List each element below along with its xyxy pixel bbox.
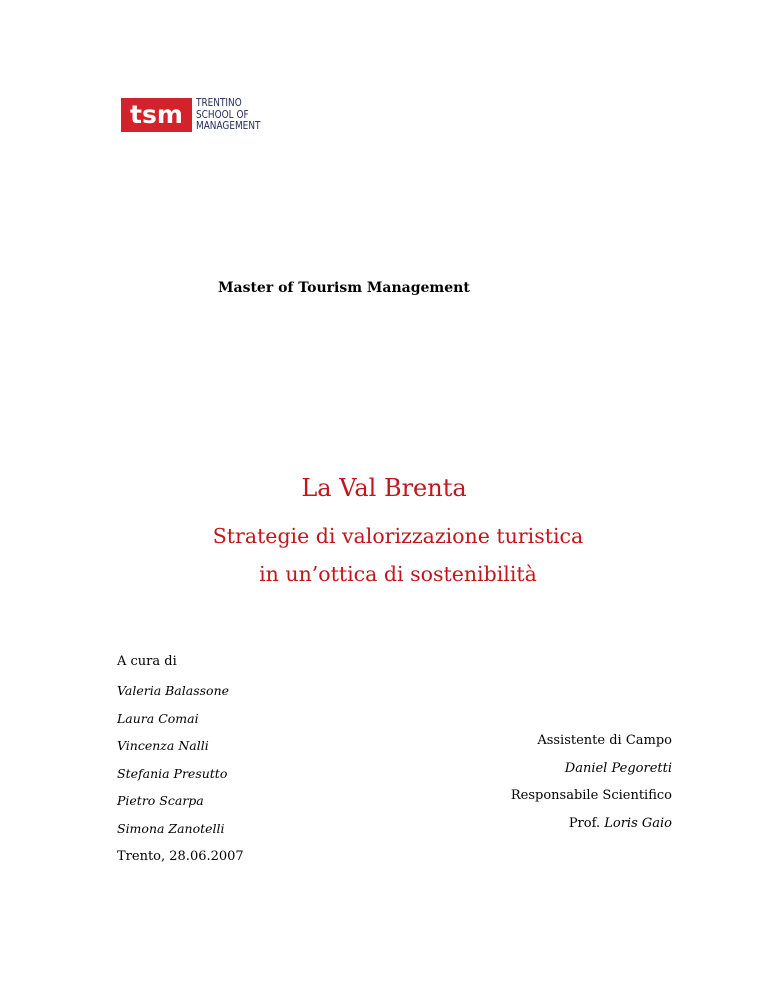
logo-mark: tsm	[121, 98, 192, 132]
author-name: Pietro Scarpa	[117, 793, 204, 808]
author-name: Laura Comai	[117, 710, 199, 726]
author-name: Simona Zanotelli	[117, 820, 225, 836]
author-list	[117, 683, 229, 848]
logo-line-3: MANAGEMENT	[196, 120, 261, 132]
author-name: Vincenza Nalli	[117, 738, 209, 753]
logo-wordmark	[196, 98, 260, 133]
subtitle-line-1: Strategie di valorizzazione turistica	[212, 524, 584, 548]
scientific-lead-label: Responsabile Scientifico	[510, 788, 672, 803]
tsm-logo	[121, 98, 272, 133]
curated-by-label: A cura di	[117, 654, 177, 669]
scientific-lead-name: Loris Gaio	[604, 815, 672, 831]
logo-line-2: SCHOOL OF	[196, 108, 249, 121]
logo-line-1: TRENTINO	[196, 97, 242, 109]
supervisors-block	[511, 733, 672, 843]
place-date: Trento, 28.06.2007	[117, 849, 244, 864]
program-name: Master of Tourism Management	[218, 280, 470, 296]
field-assistant-name: Daniel Pegoretti	[564, 760, 672, 776]
author-name: Valeria Balassone	[117, 683, 230, 698]
author-name: Stefania Presutto	[117, 765, 228, 781]
document-title: La Val Brenta	[301, 474, 467, 502]
scientific-lead-prefix: Prof.	[568, 815, 601, 831]
subtitle-line-2: in un’ottica di sostenibilità	[259, 562, 537, 586]
field-assistant-label: Assistente di Campo	[537, 733, 672, 748]
scientific-lead	[511, 816, 672, 844]
